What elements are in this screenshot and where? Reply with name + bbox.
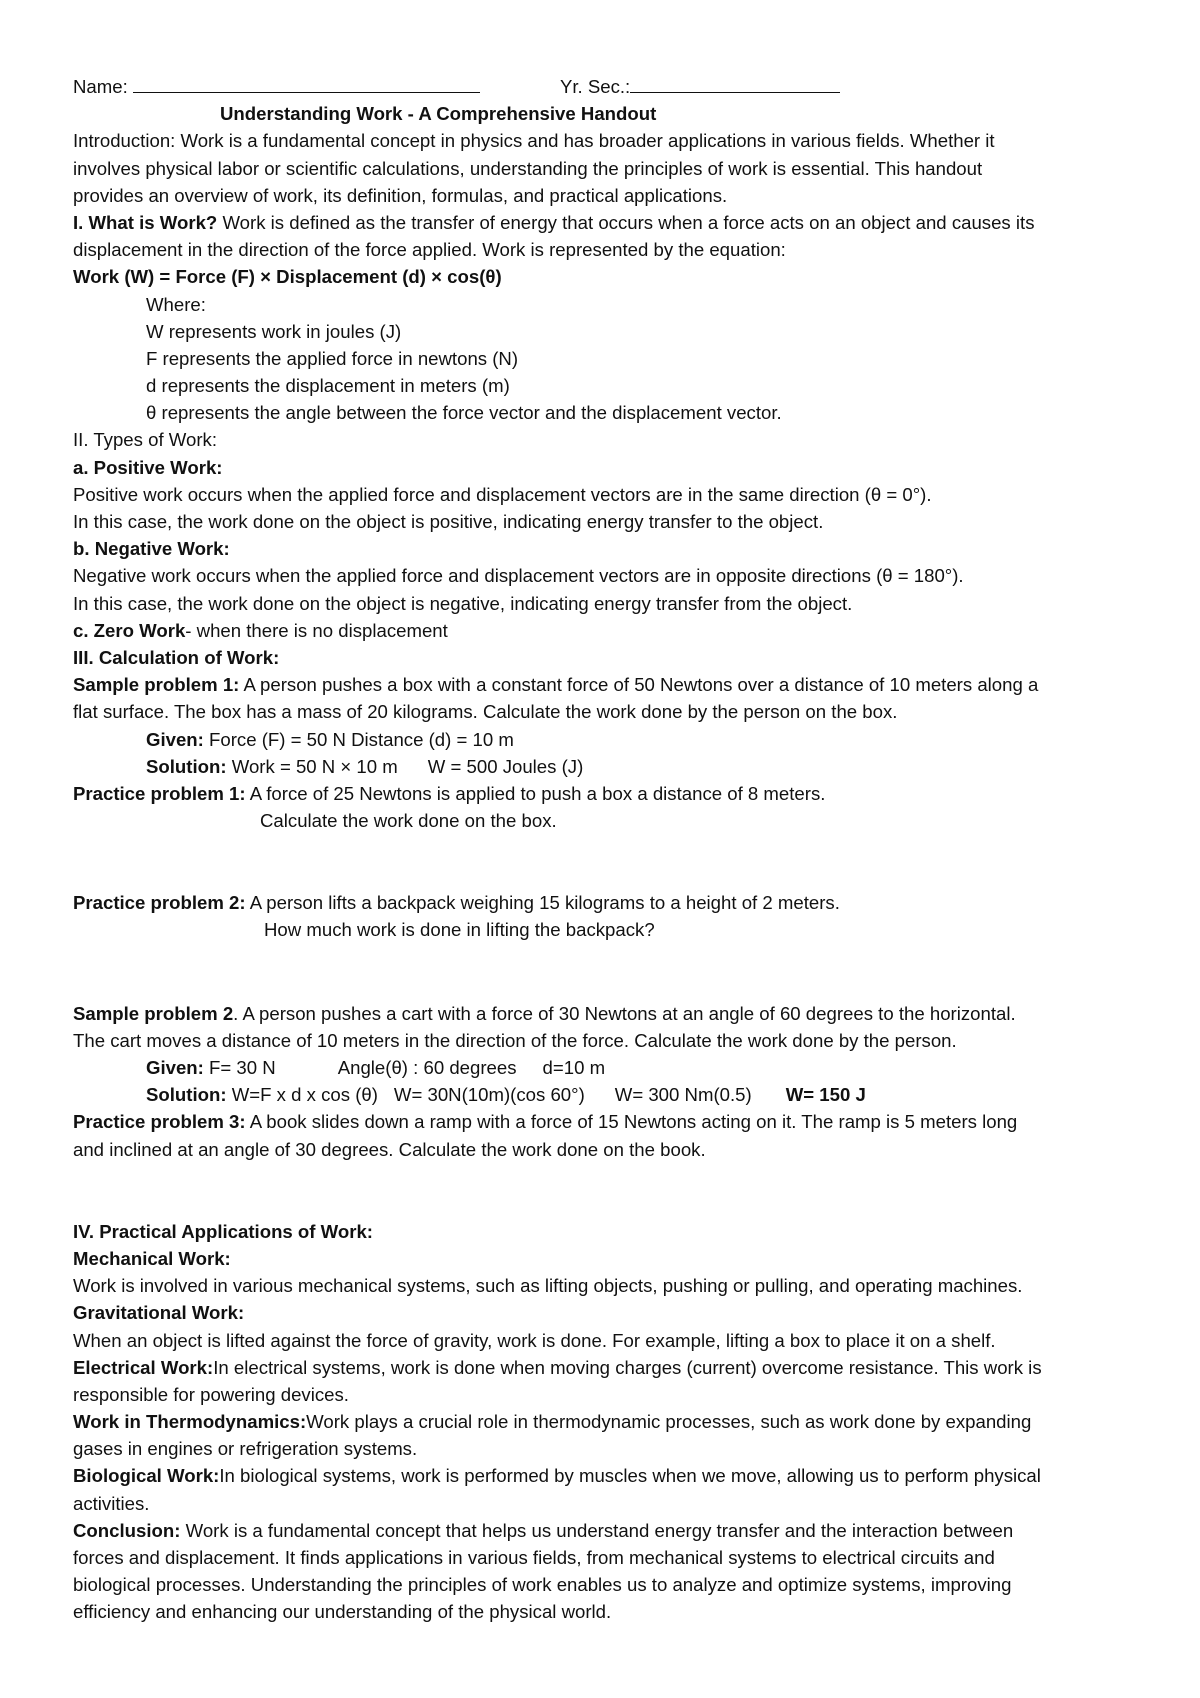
intro-line-3: provides an overview of work, its definition, formulas, and practical applications. [73,184,728,206]
sample2-solution [73,1081,1133,1108]
definition-f: F represents the applied force in newtons (N) [146,347,519,369]
mechanical-work-heading: Mechanical Work: [73,1247,231,1269]
practice3-line-2: and inclined at an angle of 30 degrees. Calculate the work done on the book. [73,1138,706,1160]
yr-sec-blank-line[interactable] [630,74,840,93]
sample1-solution-label: Solution: [146,755,227,777]
electrical-work-line-1 [73,1354,1133,1381]
sample2-text: . A person pushes a cart with a force of 30 Newtons at an angle of 60 degrees to the horizontal. [233,1002,1016,1024]
mechanical-work-text: Work is involved in various mechanical systems, such as lifting objects, pushing or pulling, and operating machines. [73,1275,1023,1297]
gravitational-work-heading: Gravitational Work: [73,1302,245,1324]
definition-w: W represents work in joules (J) [146,320,402,342]
zero-work-line [73,617,1133,644]
section1-text: Work is defined as the transfer of energy that occurs when a force acts on an object and causes its [217,211,1035,233]
sample2-label: Sample problem 2 [73,1002,234,1024]
conclusion-label: Conclusion: [73,1519,181,1541]
definition-theta: θ represents the angle between the force vector and the displacement vector. [146,402,782,424]
bio-work-line-1 [73,1462,1133,1489]
practice3-text: A book slides down a ramp with a force of 15 Newtons acting on it. The ramp is 5 meters long [245,1111,1018,1133]
sample1-label: Sample problem 1: [73,674,240,696]
sample1-line-2: flat surface. The box has a mass of 20 kilograms. Calculate the work done by the person on the box. [73,701,898,723]
sample2-given-d: d=10 m [542,1057,606,1078]
section1-heading: I. What is Work? [73,211,218,233]
practice2-label: Practice problem 2: [73,892,246,914]
sample2-solution-a: W=F x d x cos (θ) [226,1084,378,1106]
section2-heading: II. Types of Work: [73,429,217,451]
practice2-line-2: How much work is done in lifting the backpack? [264,919,655,941]
name-label: Name: [73,76,128,97]
thermo-work-line-2: gases in engines or refrigeration systems. [73,1438,418,1460]
practice2-text: A person lifts a backpack weighing 15 kilograms to a height of 2 meters. [245,892,840,914]
sample2-line-1 [73,1000,1133,1027]
sample2-given-f: F= 30 N [203,1057,276,1078]
conclusion-line-3: biological processes. Understanding the principles of work enables us to analyze and optimize systems, improving [73,1574,1012,1596]
practice1-line-2: Calculate the work done on the box. [260,810,557,832]
bio-work-line-2: activities. [73,1492,150,1514]
where-label: Where: [146,293,206,315]
bio-work-heading: Biological Work: [73,1465,220,1487]
bio-work-text: In biological systems, work is performed by muscles when we move, allowing us to perform physical [219,1465,1041,1487]
conclusion-line-1 [73,1517,1133,1544]
electrical-work-text: In electrical systems, work is done when moving charges (current) overcome resistance. This work is [213,1356,1042,1378]
positive-work-line-1: Positive work occurs when the applied force and displacement vectors are in the same direction (θ = 0°). [73,483,932,505]
sample1-given-label: Given: [146,728,204,750]
negative-work-line-2: In this case, the work done on the object is negative, indicating energy transfer from the object. [73,592,853,614]
section1-line-2: displacement in the direction of the force applied. Work is represented by the equation: [73,239,786,261]
sample2-solution-label: Solution: [146,1084,227,1106]
conclusion-text: Work is a fundamental concept that helps us understand energy transfer and the interaction between [180,1519,1014,1541]
name-blank-line[interactable] [133,74,480,93]
sample1-given-text: Force (F) = 50 N Distance (d) = 10 m [203,728,514,750]
yr-sec-label: Yr. Sec.: [559,76,631,97]
answer-space-3[interactable] [73,1163,1133,1218]
negative-work-line-1: Negative work occurs when the applied force and displacement vectors are in opposite directions (θ = 180°). [73,565,964,587]
practice1-line-1 [73,780,1133,807]
header-row [73,73,1133,100]
zero-work-heading: c. Zero Work [73,619,186,641]
work-formula: Work (W) = Force (F) × Displacement (d) × cos(θ) [73,266,502,288]
section1-line-1 [73,209,1133,236]
intro-line-1: Introduction: Work is a fundamental concept in physics and has broader applications in various fields. Whether it [73,130,995,152]
sample2-solution-d: W= 150 J [785,1084,866,1106]
negative-work-heading: b. Negative Work: [73,538,230,560]
practice3-label: Practice problem 3: [73,1111,246,1133]
conclusion-line-2: forces and displacement. It finds applications in various fields, from mechanical systems to electrical circuits and [73,1547,995,1568]
sample2-given [73,1054,1133,1081]
practice1-text: A force of 25 Newtons is applied to push a box a distance of 8 meters. [245,782,826,804]
section4-heading: IV. Practical Applications of Work: [73,1220,373,1242]
handout-page [73,73,1133,1626]
definition-d: d represents the displacement in meters (m) [146,375,510,397]
zero-work-text: - when there is no displacement [185,619,448,641]
section3-heading: III. Calculation of Work: [73,646,280,668]
sample1-given [73,726,1133,753]
handout-title: Understanding Work - A Comprehensive Handout [220,103,657,125]
sample2-given-label: Given: [146,1057,204,1078]
intro-line-2: involves physical labor or scientific calculations, understanding the principles of work is essential. This handout [73,157,983,179]
answer-space-1[interactable] [73,834,1133,889]
practice3-line-1 [73,1108,1133,1135]
sample1-line-1 [73,671,1133,698]
thermo-work-text: Work plays a crucial role in thermodynamic processes, such as work done by expanding [306,1411,1032,1433]
sample1-text: A person pushes a box with a constant force of 50 Newtons over a distance of 10 meters along a [239,674,1039,696]
thermo-work-heading: Work in Thermodynamics: [73,1411,307,1433]
answer-space-2[interactable] [73,944,1133,1000]
positive-work-line-2: In this case, the work done on the object is positive, indicating energy transfer to the object. [73,511,824,532]
sample1-solution-b: W = 500 Joules (J) [427,755,584,777]
sample1-solution-a: Work = 50 N × 10 m [226,755,398,777]
sample1-solution [73,753,1133,780]
sample2-solution-c: W= 300 Nm(0.5) [614,1084,752,1106]
thermo-work-line-1 [73,1408,1133,1435]
electrical-work-line-2: responsible for powering devices. [73,1383,349,1405]
practice1-label: Practice problem 1: [73,782,246,804]
practice2-line-1 [73,889,1133,916]
conclusion-line-4: efficiency and enhancing our understanding of the physical world. [73,1601,612,1623]
positive-work-heading: a. Positive Work: [73,456,223,478]
electrical-work-heading: Electrical Work: [73,1356,214,1378]
sample2-given-angle: Angle(θ) : 60 degrees [337,1057,517,1078]
gravitational-work-text: When an object is lifted against the force of gravity, work is done. For example, lifting a box to place it on a shelf. [73,1329,996,1351]
sample2-solution-b: W= 30N(10m)(cos 60°) [393,1084,585,1106]
sample2-line-2: The cart moves a distance of 10 meters in the direction of the force. Calculate the work done by the person. [73,1029,957,1051]
